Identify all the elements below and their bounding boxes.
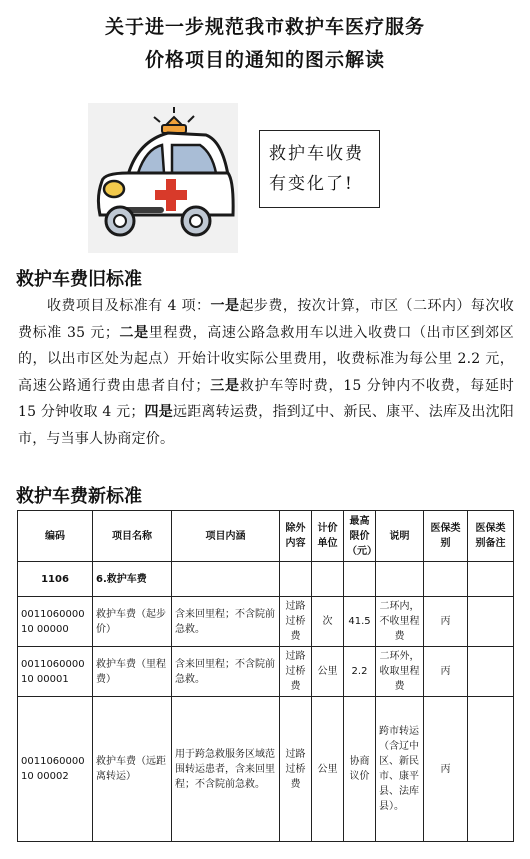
cell-content: 含来回里程；不含院前急救。	[172, 597, 280, 647]
cell-price: 协商议价	[344, 697, 376, 842]
callout-line-1: 救护车收费	[269, 144, 364, 164]
column-header: 说明	[376, 511, 424, 562]
page-title: 关于进一步规范我市救护车医疗服务	[104, 16, 425, 38]
cell-name: 救护车费（里程费）	[93, 647, 172, 697]
section-heading-old: 救护车费旧标准	[16, 269, 142, 290]
cell-price: 2.2	[344, 647, 376, 697]
cell-code: 001106000010 00000	[18, 597, 93, 647]
table-header-row	[18, 511, 514, 562]
cell-note: 跨市转运（含辽中区、新民市、康平县、法库县）。	[376, 697, 424, 842]
cell-price: 41.5	[344, 597, 376, 647]
old-standard-paragraph: 收费项目及标准有 4 项：一是起步费，按次计算，市区（二环内）每次收费标准 35 元；二是里程费，高速公路急救用车以进入收费口（出市区到郊区的，以出市区处为起点）开始计收实际公里费用，收费标准为每公里 2.2 元，高速公路通行费由患者自付；三是救护车等时费，15 分钟内不收费，每延时 15 分钟收取 4 元；四是远距离转运费，指到辽中、新民、康平、法库及出沈阳市，与当事人协商定价。	[18, 298, 515, 447]
column-header: 除外内容	[280, 511, 312, 562]
cell-name: 救护车费（远距离转运）	[93, 697, 172, 842]
table-row	[18, 597, 514, 647]
cell-exclusion: 过路过桥费	[280, 697, 312, 842]
cell-code: 001106000010 00001	[18, 647, 93, 697]
column-header: 医保类别备注	[468, 511, 514, 562]
table-row-category	[18, 562, 514, 597]
cell-insurance: 丙	[424, 697, 468, 842]
cell-unit: 公里	[312, 647, 344, 697]
fee-table	[17, 510, 514, 842]
category-name: 6.救护车费	[93, 562, 172, 597]
column-header: 编码	[18, 511, 93, 562]
cell-content: 用于跨急救服务区域范围转运患者，含来回里程；不含院前急救。	[172, 697, 280, 842]
cell-remark	[468, 697, 514, 842]
cell-insurance: 丙	[424, 597, 468, 647]
table-row	[18, 697, 514, 842]
ambulance-icon	[88, 103, 238, 253]
section-heading-new: 救护车费新标准	[16, 486, 142, 507]
column-header: 项目名称	[93, 511, 172, 562]
category-code: 1106	[18, 562, 93, 597]
cell-insurance: 丙	[424, 647, 468, 697]
cell-code: 001106000010 00002	[18, 697, 93, 842]
cell-remark	[468, 647, 514, 697]
cell-note: 二环内，不收里程费	[376, 597, 424, 647]
callout-line-2: 有变化了!	[269, 174, 354, 194]
column-header: 医保类别	[424, 511, 468, 562]
cell-content: 含来回里程；不含院前急救。	[172, 647, 280, 697]
table-row	[18, 647, 514, 697]
cell-name: 救护车费（起步价）	[93, 597, 172, 647]
cell-unit: 公里	[312, 697, 344, 842]
callout-box	[259, 130, 380, 208]
column-header: 计价单位	[312, 511, 344, 562]
page-subtitle: 价格项目的通知的图示解读	[144, 49, 385, 71]
column-header: 最高限价（元）	[344, 511, 376, 562]
cell-note: 二环外，收取里程费	[376, 647, 424, 697]
cell-unit: 次	[312, 597, 344, 647]
cell-exclusion: 过路过桥费	[280, 647, 312, 697]
column-header: 项目内涵	[172, 511, 280, 562]
cell-remark	[468, 597, 514, 647]
cell-exclusion: 过路过桥费	[280, 597, 312, 647]
